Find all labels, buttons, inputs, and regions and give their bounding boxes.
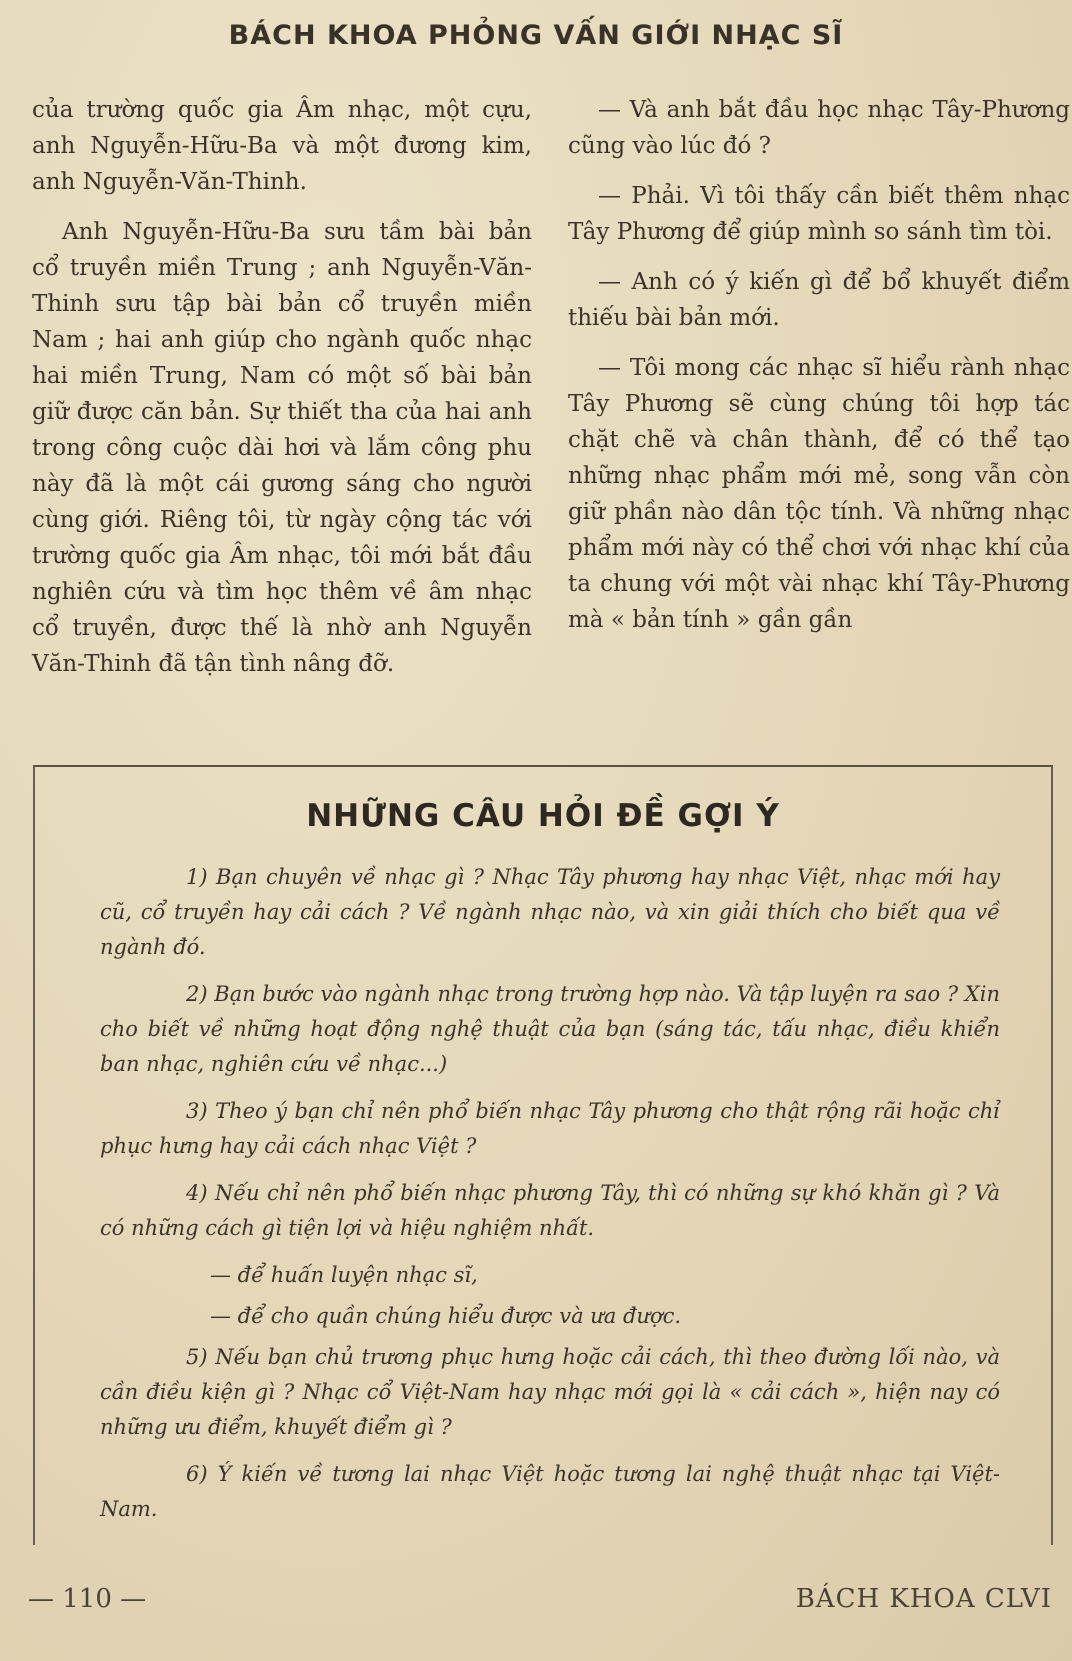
question-1: 1) Bạn chuyên về nhạc gì ? Nhạc Tây phương hay nhạc Việt, nhạc mới hay cũ, cổ truyền hay cải cách ? Về ngành nhạc nào, và xin giải thích cho biết qua về ngành đó.: [100, 865, 1000, 959]
right-paragraph-3: — Anh có ý kiến gì để bổ khuyết điểm thiếu bài bản mới.: [568, 269, 1070, 331]
question-2: 2) Bạn bước vào ngành nhạc trong trường hợp nào. Và tập luyện ra sao ? Xin cho biết về những hoạt động nghệ thuật của bạn (sáng tác, tấu nhạc, điều khiển ban nhạc, nghiên cứu về nhạc...): [100, 982, 1000, 1076]
questions-box-title: NHỮNG CÂU HỎI ĐỀ GỢI Ý: [306, 798, 780, 834]
question-4: 4) Nếu chỉ nên phổ biến nhạc phương Tây, thì có những sự khó khăn gì ? Và có những cách gì tiện lợi và hiệu nghiệm nhất.: [100, 1181, 1000, 1240]
left-paragraph-2: Anh Nguyễn-Hữu-Ba sưu tầm bài bản cổ truyền miền Trung ; anh Nguyễn-Văn-Thinh sưu tập bài bản cổ truyền miền Nam ; hai anh giúp cho ngành quốc nhạc hai miền Trung, Nam có một số bài bản giữ được căn bản. Sự thiết tha của hai anh trong công cuộc dài hơi và lắm công phu này đã là một cái gương sáng cho người cùng giới. Riêng tôi, từ ngày cộng tác với trường quốc gia Âm nhạc, tôi mới bắt đầu nghiên cứu và tìm học thêm về âm nhạc cổ truyền, được thế là nhờ anh Nguyễn Văn-Thinh đã tận tình nâng đỡ.: [32, 219, 532, 677]
left-paragraph-1: của trường quốc gia Âm nhạc, một cựu, anh Nguyễn-Hữu-Ba và một đương kim, anh Nguyễn-Văn-Thinh.: [32, 97, 532, 195]
left-column: [32, 92, 532, 696]
page-number: — 110 —: [28, 1584, 147, 1614]
running-header: BÁCH KHOA PHỎNG VẤN GIỚI NHẠC SĨ: [228, 20, 844, 51]
right-paragraph-4: — Tôi mong các nhạc sĩ hiểu rành nhạc Tây Phương sẽ cùng chúng tôi hợp tác chặt chẽ và chân thành, để có thể tạo những nhạc phẩm mới mẻ, song vẫn còn giữ phần nào dân tộc tính. Và những nhạc phẩm mới này có thể chơi với nhạc khí của ta chung với một vài nhạc khí Tây-Phương mà « bản tính » gần gần: [568, 355, 1070, 633]
magazine-issue: BÁCH KHOA CLVI: [795, 1584, 1052, 1614]
questions-list: [100, 860, 1000, 1539]
question-4-point-a: — để huấn luyện nhạc sĩ,: [210, 1263, 478, 1287]
question-6: 6) Ý kiến về tương lai nhạc Việt hoặc tương lai nghệ thuật nhạc tại Việt-Nam.: [100, 1462, 1000, 1521]
question-3: 3) Theo ý bạn chỉ nên phổ biến nhạc Tây phương cho thật rộng rãi hoặc chỉ phục hưng hay cải cách nhạc Việt ?: [100, 1099, 1000, 1158]
right-column: [568, 92, 1070, 652]
question-4-point-b: — để cho quần chúng hiểu được và ưa được.: [210, 1304, 682, 1328]
right-paragraph-2: — Phải. Vì tôi thấy cần biết thêm nhạc Tây Phương để giúp mình so sánh tìm tòi.: [568, 183, 1070, 245]
right-paragraph-1: — Và anh bắt đầu học nhạc Tây-Phương cũng vào lúc đó ?: [568, 97, 1070, 159]
question-5: 5) Nếu bạn chủ trương phục hưng hoặc cải cách, thì theo đường lối nào, và cần điều kiện gì ? Nhạc cổ Việt-Nam hay nhạc mới gọi là « cải cách », hiện nay có những ưu điểm, khuyết điểm gì ?: [100, 1345, 1000, 1439]
